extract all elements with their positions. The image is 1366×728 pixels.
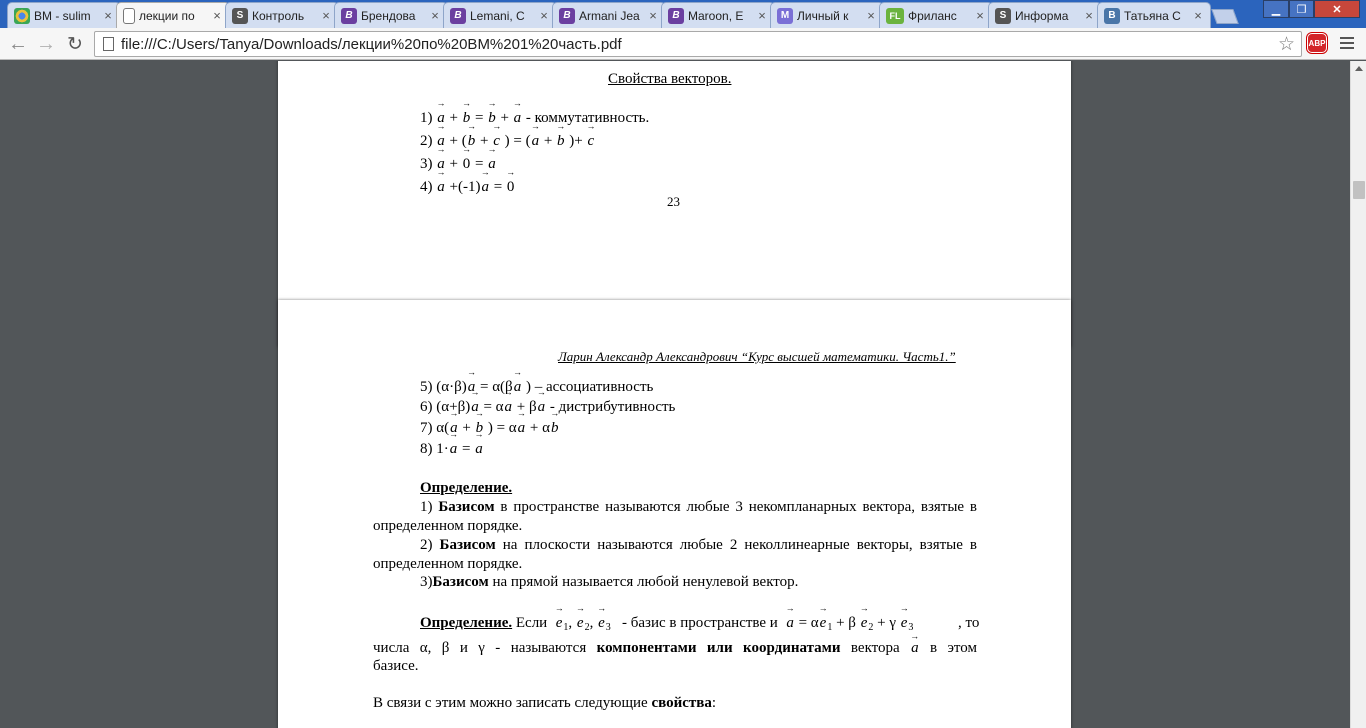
- s-icon: S: [995, 8, 1011, 24]
- browser-tab[interactable]: [661, 2, 775, 28]
- reload-icon[interactable]: ↻: [67, 33, 83, 55]
- browser-tab[interactable]: [879, 2, 993, 28]
- paragraph-text: в пространстве называются любые 3 некомпланарных вектора, взятые в определенном порядке.: [373, 499, 977, 534]
- scrollbar-thumb[interactable]: [1353, 181, 1365, 199]
- item-number: 3): [420, 156, 433, 172]
- pdf-page: [278, 300, 1071, 728]
- item-description: - коммутативность.: [525, 110, 650, 126]
- pdf-viewer[interactable]: [0, 61, 1350, 728]
- property-item: 7) α(a → + b → ) = αa → + αb →: [420, 420, 559, 437]
- browser-tab[interactable]: [988, 2, 1102, 28]
- property-item: 1) a → + b → = b → + a → - коммутативность.: [420, 110, 649, 127]
- paragraph-text: Если: [515, 615, 548, 631]
- item-number: 1): [420, 110, 433, 126]
- tab-title: Татьяна С: [1124, 8, 1181, 23]
- item-description: – ассоциативность: [534, 379, 654, 395]
- property-item: 2) a → + (b → + c → ) = (a → + b → )+ c →: [420, 133, 595, 150]
- page-number: 23: [667, 194, 680, 209]
- tab-title: Контроль: [252, 8, 305, 23]
- vk-icon: B: [1104, 8, 1120, 24]
- paragraph-text: на плоскости называются любые 2 неколлинеарные векторы, взятые в определенном порядке.: [373, 537, 977, 572]
- close-icon[interactable]: ×: [431, 7, 439, 23]
- paragraph-text: вектора: [850, 640, 900, 656]
- item-number: 4): [420, 179, 433, 195]
- close-icon[interactable]: ×: [213, 8, 221, 23]
- browser-tab[interactable]: [116, 2, 230, 29]
- item-number: 2): [420, 133, 433, 149]
- scroll-up-arrow-icon[interactable]: [1355, 66, 1363, 71]
- tab-title: Брендова: [361, 8, 416, 23]
- bold-term: Базисом: [432, 574, 489, 590]
- item-number: 8): [420, 441, 433, 457]
- b-icon: B: [450, 8, 466, 24]
- close-icon[interactable]: ×: [867, 7, 875, 23]
- item-number: 6): [420, 399, 433, 415]
- definition-paragraph: числа α, β и γ - называются компонентами или координатами вектора a → в этом: [373, 639, 977, 658]
- paragraph-line: [373, 695, 716, 712]
- item-number: 7): [420, 420, 433, 436]
- browser-toolbar: [0, 28, 1366, 60]
- adblock-icon[interactable]: ABP: [1307, 33, 1327, 53]
- b-icon: B: [668, 8, 684, 24]
- definition-paragraph: 1) Базисом в пространстве называются любые 3 некомпланарных вектора, взятые в определенном порядке.: [373, 499, 977, 534]
- definition-line: Определение. Если $e \to_1$, $e \to_2$, $e \to_3$ - базис в пространстве и a → = $\alpha e \to_1 + \beta$ $e \to_2 + \gamma$ $e \to_3$: [420, 615, 913, 633]
- close-icon[interactable]: ×: [649, 7, 657, 23]
- close-icon[interactable]: ×: [758, 7, 766, 23]
- bold-term: Базисом: [438, 499, 495, 515]
- close-window-icon[interactable]: ✕: [1314, 0, 1360, 18]
- back-arrow-icon[interactable]: ←: [8, 32, 28, 55]
- definition-paragraph: 2) Базисом на плоскости называются любые 2 неколлинеарные векторы, взятые в определенном порядке.: [373, 537, 977, 572]
- minimize-icon[interactable]: ▁: [1263, 0, 1289, 18]
- definition-paragraph: 3)Базисом на прямой называется любой ненулевой вектор.: [420, 574, 799, 590]
- property-item: 5) (α·β)a → = α(βa → ) – ассоциативность: [420, 379, 653, 396]
- forward-arrow-icon[interactable]: →: [36, 32, 56, 55]
- document-icon: [123, 8, 135, 24]
- maximize-icon[interactable]: ❐: [1289, 0, 1314, 18]
- paragraph-text: в этом: [930, 640, 977, 656]
- bookmark-star-icon[interactable]: ☆: [1277, 34, 1295, 55]
- page-icon: [103, 37, 114, 51]
- close-icon[interactable]: ×: [104, 7, 112, 23]
- vertical-scrollbar[interactable]: [1350, 61, 1366, 728]
- page-heading: Свойства векторов.: [608, 71, 732, 87]
- item-description: - дистрибутивность: [549, 399, 676, 415]
- b-icon: B: [559, 8, 575, 24]
- tab-strip: [0, 0, 1366, 28]
- paragraph-text: базисе.: [373, 658, 419, 674]
- tab-title: Личный к: [797, 8, 849, 23]
- paragraph-text: , то: [958, 615, 980, 631]
- browser-tab[interactable]: [225, 2, 339, 28]
- item-number: 5): [420, 379, 433, 395]
- definition-label: Определение.: [420, 480, 513, 496]
- property-item: 8) 1·a → = a →: [420, 441, 484, 458]
- url-text[interactable]: file:///C:/Users/Tanya/Downloads/лекции%20по%20ВМ%201%20часть.pdf: [121, 36, 622, 53]
- bold-term: компонентами или координатами: [596, 640, 841, 656]
- definition-label: Определение.: [420, 615, 513, 631]
- close-icon[interactable]: ×: [540, 7, 548, 23]
- close-icon[interactable]: ×: [976, 7, 984, 23]
- close-icon[interactable]: ×: [1085, 7, 1093, 23]
- fl-icon: FL: [886, 8, 904, 24]
- browser-tab[interactable]: [1097, 2, 1211, 28]
- tab-title: Maroon, E: [688, 8, 744, 23]
- tab-title: Armani Jea: [579, 8, 640, 23]
- chrome-icon: [14, 8, 30, 24]
- browser-tab[interactable]: [334, 2, 448, 28]
- new-tab-button[interactable]: [1211, 9, 1238, 24]
- browser-tab[interactable]: [7, 2, 121, 28]
- b-icon: B: [341, 8, 357, 24]
- property-item: 6) (α+β)a → = αa → + βa → - дистрибутивность: [420, 399, 675, 416]
- m-icon: M: [777, 8, 793, 24]
- paragraph-text: - базис в пространстве и: [621, 615, 778, 631]
- paragraph-text: :: [711, 695, 717, 711]
- address-bar[interactable]: [94, 31, 1302, 57]
- s-icon: S: [232, 8, 248, 24]
- property-item: 4) a → +(-1)a → = 0 →: [420, 179, 515, 196]
- menu-icon[interactable]: [1338, 35, 1356, 51]
- bold-term: свойства: [651, 695, 712, 711]
- tab-title: BM - sulim: [34, 8, 91, 23]
- bold-term: Базисом: [439, 537, 496, 553]
- tab-title: Lemani, C: [470, 8, 525, 23]
- tab-title: Фриланс: [908, 8, 957, 23]
- paragraph-text: числа α, β и γ - называются: [373, 640, 587, 656]
- browser-tab[interactable]: [443, 2, 557, 28]
- browser-tab[interactable]: [552, 2, 666, 28]
- paragraph-text: В связи с этим можно записать следующие: [373, 695, 648, 711]
- property-item: 3) a → + 0 → = a →: [420, 156, 497, 173]
- tab-title: Информа: [1015, 8, 1069, 23]
- paragraph-text: на прямой называется любой ненулевой вектор.: [492, 574, 799, 590]
- close-icon[interactable]: ×: [322, 7, 330, 23]
- running-head: Ларин Александр Александрович “Курс высшей математики. Часть1.”: [558, 349, 956, 364]
- tab-title: лекции по: [139, 9, 195, 23]
- close-icon[interactable]: ×: [1194, 7, 1202, 23]
- browser-tab[interactable]: [770, 2, 884, 28]
